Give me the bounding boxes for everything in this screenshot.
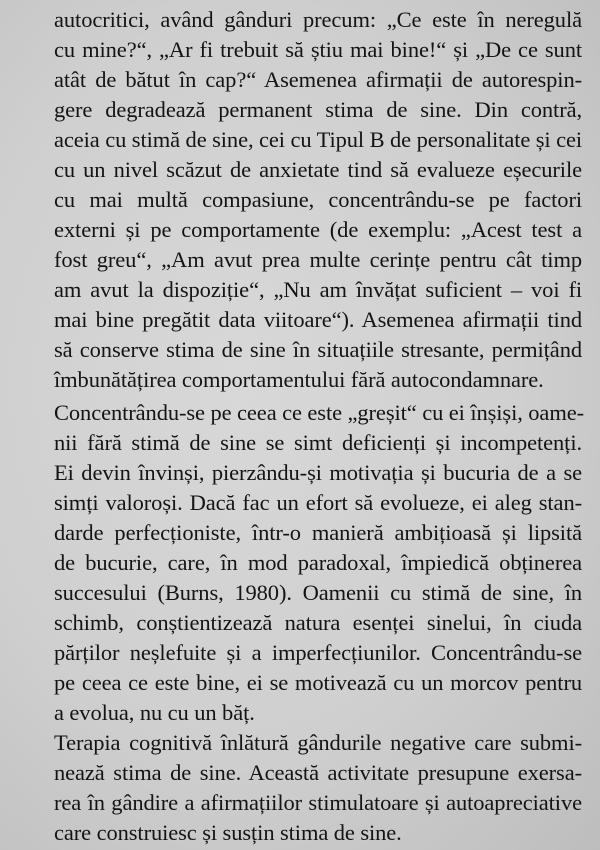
text-line: pe ceea ce este bine, ei se motivează cu un morcov pentru (54, 670, 582, 695)
text-line: gere degradează permanent stima de sine. Din contră, (54, 97, 582, 122)
text-line: rea în gândire a afirmațiilor stimulatoare și autoapreciative (54, 790, 582, 815)
text-line: darde perfecționiste, într-o manieră ambițioasă și lipsită (54, 520, 582, 545)
text-line: fost greu“, „Am avut prea multe cerințe pentru cât timp (54, 247, 582, 272)
text-line: Terapia cognitivă înlătură gândurile negative care submi- (54, 730, 582, 755)
text-line: nează stima de sine. Această activitate presupune exersa- (54, 760, 582, 785)
text-line: aceia cu stimă de sine, cei cu Tipul B de personalitate și cei (54, 127, 583, 152)
text-line: îmbunătățirea comportamentului fără autocondamnare. (54, 367, 544, 392)
text-line: Concentrându-se pe ceea ce este „greșit“ cu ei înșiși, oame- (54, 400, 585, 425)
text-line: autocritici, având gânduri precum: „Ce este în neregulă (54, 7, 582, 32)
text-line: nii fără stimă de sine se simt deficienți și incompetenți. (54, 430, 582, 455)
text-line: părților neșlefuite și a imperfecțiunilor. Concentrându-se (54, 640, 582, 665)
text-line: de bucurie, care, în mod paradoxal, împiedică obținerea (54, 550, 582, 575)
text-line: succesului (Burns, 1980). Oamenii cu stimă de sine, în (54, 580, 582, 605)
text-line: Ei devin învinși, pierzându-și motivația și bucuria de a se (54, 460, 582, 485)
text-line: cu un nivel scăzut de anxietate tind să evalueze eșecurile (54, 157, 582, 182)
text-line: am avut la dispoziție“, „Nu am învățat suficient – voi fi (54, 277, 582, 302)
text-line: mai bine pregătit data viitoare“). Asemenea afirmații tind (54, 307, 582, 332)
text-line: schimb, conștientizează natura esenței sinelui, în ciuda (54, 610, 582, 635)
text-line: a evolua, nu cu un băț. (54, 700, 255, 725)
text-line: cu mai multă compasiune, concentrându-se pe factori (54, 187, 582, 212)
text-line: externi și pe comportamente (de exemplu: „Acest test a (54, 217, 582, 242)
text-line: să conserve stima de sine în situațiile stresante, permițând (54, 337, 582, 362)
text-line: cu mine?“, „Ar fi trebuit să știu mai bine!“ și „De ce sunt (54, 37, 582, 62)
text-line: simți valoroși. Dacă fac un efort să evolueze, ei aleg stan- (54, 490, 582, 515)
text-line: care construiesc și susțin stima de sine. (54, 820, 402, 845)
text-line: atât de bătut în cap?“ Asemenea afirmații de autorespin- (54, 67, 582, 92)
